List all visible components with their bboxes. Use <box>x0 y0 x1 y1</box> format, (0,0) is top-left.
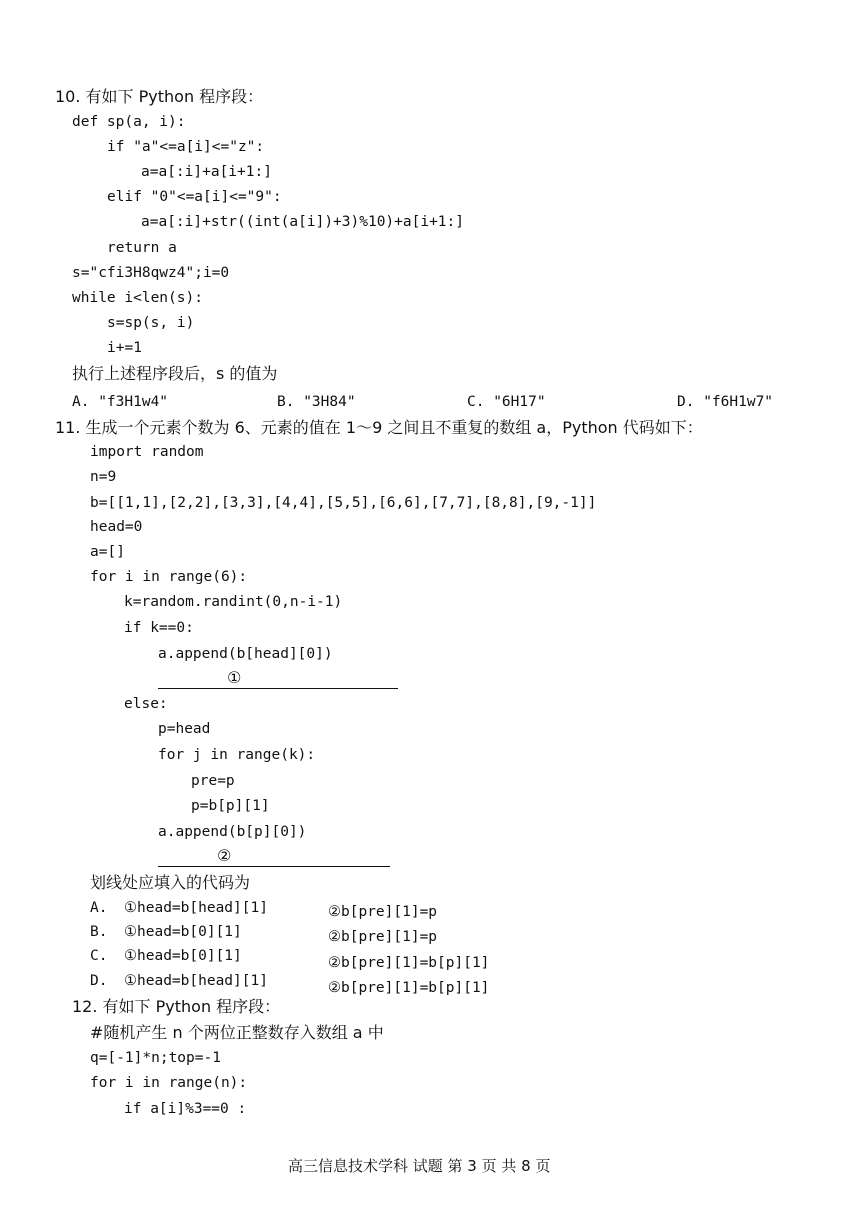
q11-option-label: C. <box>90 948 108 964</box>
q11-code-line: b=[[1,1],[2,2],[3,3],[4,4],[5,5],[6,6],[7,7],[8,8],[9,-1]] <box>90 495 597 511</box>
q11-code-line: for i in range(6): <box>90 569 248 585</box>
q11-option-label: D. <box>90 973 108 989</box>
q11-code-line: head=0 <box>90 519 143 535</box>
q11-code-line: a.append(b[p][0]) <box>158 824 307 840</box>
blank-2-line <box>158 866 390 867</box>
q12-code-line: q=[-1]*n;top=-1 <box>90 1050 221 1066</box>
q11-code-line: import random <box>90 444 204 460</box>
q10-option-d: D. "f6H1w7" <box>677 394 774 410</box>
q11-option-label: A. <box>90 900 108 916</box>
q11-code-line: if k==0: <box>124 620 194 636</box>
q11-question: 划线处应填入的代码为 <box>90 873 251 892</box>
page-footer: 高三信息技术学科 试题 第 3 页 共 8 页 <box>288 1157 551 1175</box>
q11-code-line: k=random.randint(0,n-i-1) <box>124 594 343 610</box>
q10-code-line: if "a"<=a[i]<="z": <box>107 139 265 155</box>
blank-1-line <box>158 688 398 689</box>
q11-option-blank1: ①head=b[head][1] <box>124 900 268 916</box>
q11-option-blank1: ①head=b[0][1] <box>124 924 242 940</box>
q11-option-blank1: ①head=b[0][1] <box>124 948 242 964</box>
q11-option-blank2: ②b[pre][1]=p <box>328 929 438 945</box>
q10-option-c: C. "6H17" <box>467 394 546 410</box>
q12-code-line: for i in range(n): <box>90 1075 248 1091</box>
q10-code-line: def sp(a, i): <box>72 114 186 130</box>
q11-code-line: else: <box>124 696 168 712</box>
q10-code-line: a=a[:i]+a[i+1:] <box>141 164 272 180</box>
q11-code-line: pre=p <box>191 773 235 789</box>
q11-option-blank2: ②b[pre][1]=b[p][1] <box>328 955 490 971</box>
q10-code-line: a=a[:i]+str((int(a[i])+3)%10)+a[i+1:] <box>141 214 465 230</box>
q10-code-line: s=sp(s, i) <box>107 315 195 331</box>
q10-option-a: A. "f3H1w4" <box>72 394 169 410</box>
q10-code-line: while i<len(s): <box>72 290 203 306</box>
q11-code-line: a=[] <box>90 544 125 560</box>
q10-title: 10. 有如下 Python 程序段： <box>55 87 264 106</box>
q12-title: 12. 有如下 Python 程序段： <box>72 997 281 1016</box>
q10-option-b: B. "3H84" <box>277 394 356 410</box>
q11-option-label: B. <box>90 924 108 940</box>
blank-2-marker: ② <box>217 846 232 865</box>
q10-code-line: i+=1 <box>107 340 142 356</box>
q11-code-line: a.append(b[head][0]) <box>158 646 333 662</box>
q11-option-blank2: ②b[pre][1]=b[p][1] <box>328 980 490 996</box>
q12-code-comment: #随机产生 n 个两位正整数存入数组 a 中 <box>90 1023 384 1042</box>
blank-1-marker: ① <box>227 668 242 687</box>
q11-code-line: p=head <box>158 721 211 737</box>
q11-code-line: p=b[p][1] <box>191 798 270 814</box>
q10-code-line: elif "0"<=a[i]<="9": <box>107 189 282 205</box>
q10-code-line: return a <box>107 240 177 256</box>
q11-option-blank2: ②b[pre][1]=p <box>328 904 438 920</box>
q11-title: 11. 生成一个元素个数为 6、元素的值在 1～9 之间且不重复的数组 a，Python 代码如下： <box>55 418 703 437</box>
q12-code-line: if a[i]%3==0 : <box>124 1101 247 1117</box>
q10-code-line: s="cfi3H8qwz4";i=0 <box>72 265 230 281</box>
q11-code-line: n=9 <box>90 469 117 485</box>
q11-code-line: for j in range(k): <box>158 747 316 763</box>
q11-option-blank1: ①head=b[head][1] <box>124 973 268 989</box>
q10-question: 执行上述程序段后，s 的值为 <box>72 364 278 383</box>
